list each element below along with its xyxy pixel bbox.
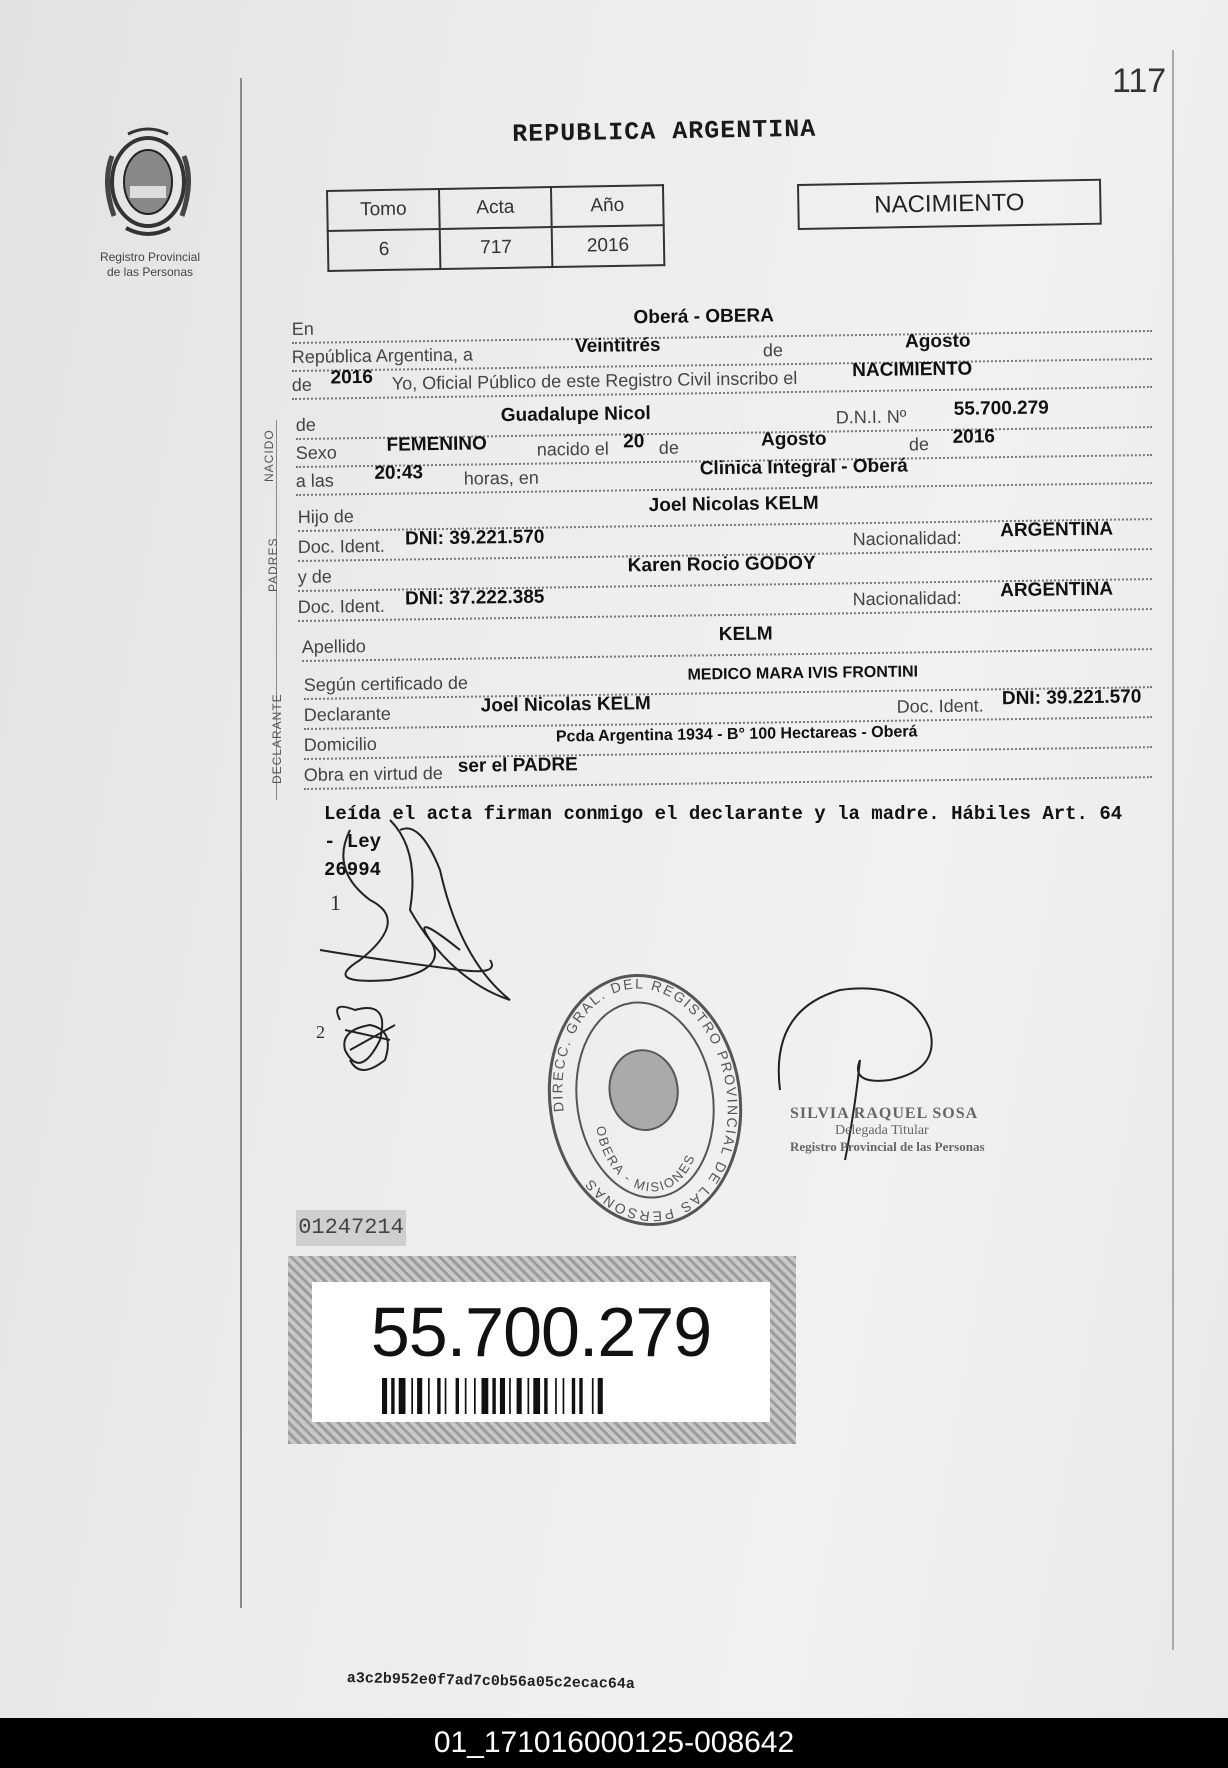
barcode-bar (579, 1378, 582, 1414)
barcode-bar (417, 1378, 422, 1414)
domicilio-label: Domicilio (303, 733, 377, 756)
inscribo-value: NACIMIENTO (852, 358, 973, 382)
signatures-and-seal (300, 810, 1020, 1230)
crest-caption (86, 250, 214, 280)
document-title: REPUBLICA ARGENTINA (512, 114, 817, 149)
obra-value: ser el PADRE (457, 754, 578, 777)
barcode-bar (428, 1378, 430, 1414)
provincial-crest-logo (98, 126, 198, 244)
padres-section-label: PADRES (266, 537, 280, 592)
registry-table (326, 184, 665, 272)
father-doc-label: Doc. Ident. (297, 535, 385, 558)
seal-inner-text: OBERA - MISIONES (593, 1124, 699, 1195)
crest-caption-line2: de las Personas (106, 265, 194, 279)
birth-time-value: 20:43 (374, 462, 424, 484)
crest-caption-line1: Registro Provincial (99, 250, 201, 264)
scan-footer-id: 01_171016000125-008642 (0, 1718, 1228, 1768)
delegate-role: Delegada Titular (835, 1123, 929, 1138)
de2-label: de (291, 374, 312, 396)
declarante-doc-label: Doc. Ident. (896, 695, 984, 717)
en-value: Oberá - OBERA (633, 305, 775, 329)
document-hash: a3c2b952e0f7ad7c0b56a05c2ecac64a (346, 1670, 635, 1694)
barcode-bar (437, 1378, 440, 1414)
y-de-label: y de (297, 566, 332, 588)
birth-de-label: de (658, 437, 680, 458)
barcode-bar (598, 1378, 603, 1414)
father-name-value: Joel Nicolas KELM (648, 492, 819, 517)
father-doc-value: DNI: 39.221.570 (404, 526, 545, 550)
barcode-bar (474, 1378, 476, 1414)
nacido-de-label: de (295, 414, 316, 436)
de-label: de (762, 340, 784, 361)
barcode-bar (509, 1378, 511, 1414)
barcode-bar (555, 1378, 557, 1414)
inscribo-label: Yo, Oficial Público de este Registro Civil inscribo el (391, 367, 798, 394)
declarante-doc-value: DNI: 39.221.570 (1001, 686, 1142, 710)
mother-name-value: Karen Rocio GODOY (627, 552, 816, 577)
apellido-value: KELM (718, 623, 773, 646)
horas-label: horas, en (463, 467, 540, 489)
barcode-bar (592, 1378, 594, 1414)
mother-nac-label: Nacionalidad: (852, 587, 962, 610)
record-type-box: NACIMIENTO (797, 179, 1102, 230)
registry-value-ano: 2016 (552, 225, 665, 267)
barcode-bar (533, 1378, 540, 1414)
apellido-label: Apellido (301, 636, 366, 658)
barcode-bar (411, 1378, 413, 1414)
registry-header-ano: Año (551, 185, 664, 227)
barcode-bar (382, 1378, 387, 1414)
dni-value: 55.700.279 (953, 397, 1049, 420)
nacido-section-label: NACIDO (262, 429, 276, 482)
barcode-bar (465, 1378, 467, 1414)
barcode-bar (544, 1378, 547, 1414)
registry-header-tomo: Tomo (327, 189, 440, 231)
birth-year-value: 2016 (952, 426, 996, 448)
official-seal (533, 963, 756, 1230)
nacido-el-label: nacido el (536, 438, 609, 460)
barcode-bar (563, 1378, 565, 1414)
barcode-bar (528, 1378, 530, 1414)
nacido-name-value: Guadalupe Nicol (500, 403, 651, 427)
declarant-signature (320, 820, 510, 1000)
barcode-bar (492, 1378, 495, 1414)
month-value: Agosto (904, 330, 971, 353)
delegate-stamp (790, 1105, 1030, 1155)
barcode-bar (500, 1378, 505, 1414)
page-number: 117 (1112, 62, 1167, 100)
legal-note-line1: Leída el acta firman conmigo el declarante y la madre. Hábiles Art. 64 - Ley (324, 803, 1123, 853)
barcode-bar (482, 1378, 489, 1414)
republica-label: República Argentina, a (291, 344, 474, 368)
right-margin-rule (1172, 50, 1174, 1650)
birth-place-value: Clinica Integral - Oberá (699, 455, 908, 480)
barcode-number: 55.700.279 (370, 1293, 712, 1371)
father-nac-label: Nacionalidad: (852, 527, 962, 550)
barcode-sticker (288, 1256, 796, 1444)
barcode-bars (382, 1378, 702, 1414)
signature-mark-2: 2 (316, 1022, 325, 1042)
barcode-bar (399, 1378, 406, 1414)
registry-header-acta: Acta (439, 187, 552, 229)
row-apellido (302, 618, 1152, 662)
en-label: En (291, 318, 314, 340)
declarante-label: Declarante (303, 703, 391, 726)
delegate-org: Registro Provincial de las Personas (790, 1139, 985, 1154)
registry-value-acta: 717 (440, 227, 553, 269)
a-las-label: a las (295, 470, 334, 492)
birth-de2-label: de (908, 434, 930, 455)
obra-label: Obra en virtud de (303, 763, 443, 786)
domicilio-value: Pcda Argentina 1934 - B° 100 Hectareas - Oberá (555, 723, 918, 746)
certificado-label: Según certificado de (303, 672, 469, 696)
father-nac-value: ARGENTINA (1000, 518, 1114, 542)
seal-outer-text: DIRECC. GRAL. DEL REGISTRO PROVINCIAL DE LAS PERSONAS (549, 975, 741, 1225)
mother-doc-value: DNI: 37.222.385 (404, 586, 545, 610)
barcode-bar (456, 1378, 459, 1414)
certificado-value: MEDICO MARA IVIS FRONTINI (687, 663, 919, 684)
sexo-value: FEMENINO (386, 433, 487, 456)
barcode-bar (445, 1378, 447, 1414)
mother-signature (337, 1007, 395, 1070)
declarante-value: Joel Nicolas KELM (480, 693, 651, 717)
day-value: Veintitrés (574, 334, 661, 358)
dni-label: D.N.I. Nº (835, 406, 907, 428)
mother-nac-value: ARGENTINA (1000, 578, 1114, 602)
sexo-label: Sexo (295, 442, 337, 464)
barcode-bar (391, 1378, 394, 1414)
mother-doc-label: Doc. Ident. (297, 595, 385, 618)
year-value: 2016 (330, 366, 374, 389)
barcode-bar (572, 1378, 575, 1414)
declarante-section-label: DECLARANTE (270, 693, 284, 784)
barcode-bar (517, 1378, 522, 1414)
hijo-de-label: Hijo de (297, 506, 354, 528)
signature-mark-1: 1 (330, 890, 341, 915)
registry-value-tomo: 6 (328, 229, 441, 271)
birth-day-value: 20 (623, 431, 645, 453)
legal-note-line2: 26994 (324, 859, 382, 881)
birth-month-value: Agosto (760, 428, 827, 451)
left-margin-rule (240, 78, 242, 1608)
barcode-label (312, 1282, 770, 1422)
serial-number: 01247214 (296, 1210, 406, 1246)
delegate-name: SILVIA RAQUEL SOSA (790, 1105, 979, 1122)
